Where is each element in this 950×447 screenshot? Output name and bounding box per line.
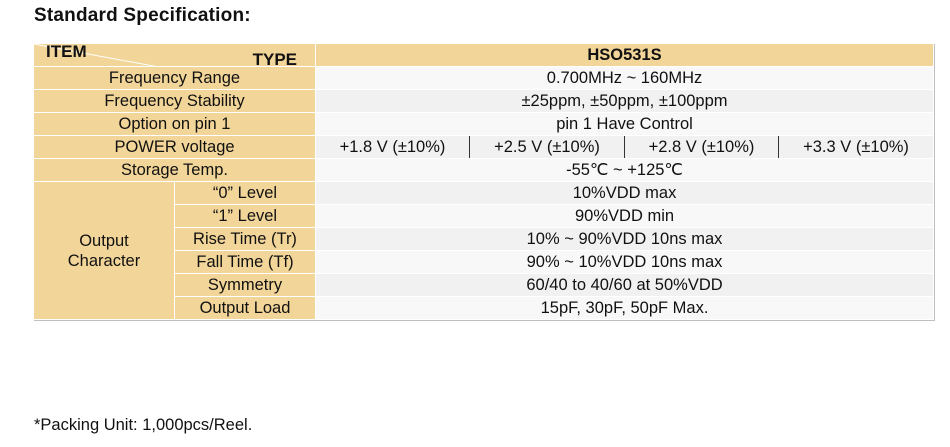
row-value-frequency-range: 0.700MHz ~ 160MHz	[316, 67, 934, 90]
type-label: TYPE	[252, 50, 297, 67]
row-value-output-load: 15pF, 30pF, 50pF Max.	[316, 297, 934, 320]
table-row	[34, 182, 934, 205]
row-label-symmetry: Symmetry	[175, 274, 316, 297]
row-label-storage-temp: Storage Temp.	[34, 159, 316, 182]
table-row	[34, 113, 934, 136]
row-value-zero-level: 10%VDD max	[316, 182, 934, 205]
power-voltage-2-8v: +2.8 V (±10%)	[625, 136, 779, 159]
row-label-output-load: Output Load	[175, 297, 316, 320]
row-label-power-voltage: POWER voltage	[34, 136, 316, 159]
table-row	[34, 90, 934, 113]
spec-table	[33, 43, 934, 320]
table-row	[34, 136, 934, 159]
power-voltage-1-8v: +1.8 V (±10%)	[316, 136, 470, 159]
output-character-line1: Output	[79, 231, 129, 250]
row-label-frequency-stability: Frequency Stability	[34, 90, 316, 113]
table-header-row	[34, 44, 934, 67]
row-value-symmetry: 60/40 to 40/60 at 50%VDD	[316, 274, 934, 297]
row-label-zero-level: “0” Level	[175, 182, 316, 205]
row-value-fall-time: 90% ~ 10%VDD 10ns max	[316, 251, 934, 274]
row-label-one-level: “1” Level	[175, 205, 316, 228]
power-voltage-2-5v: +2.5 V (±10%)	[470, 136, 625, 159]
type-item-corner-cell	[34, 44, 316, 67]
table-row	[34, 159, 934, 182]
row-value-option-pin1: pin 1 Have Control	[316, 113, 934, 136]
table-row	[34, 67, 934, 90]
output-character-group-label	[34, 182, 175, 320]
row-label-rise-time: Rise Time (Tr)	[175, 228, 316, 251]
row-label-fall-time: Fall Time (Tf)	[175, 251, 316, 274]
row-value-storage-temp: -55℃ ~ +125℃	[316, 159, 934, 182]
row-value-rise-time: 10% ~ 90%VDD 10ns max	[316, 228, 934, 251]
row-value-frequency-stability: ±25ppm, ±50ppm, ±100ppm	[316, 90, 934, 113]
row-value-one-level: 90%VDD min	[316, 205, 934, 228]
row-label-frequency-range: Frequency Range	[34, 67, 316, 90]
power-voltage-3-3v: +3.3 V (±10%)	[779, 136, 934, 159]
item-label: ITEM	[46, 43, 87, 61]
spec-heading: Standard Specification:	[34, 5, 251, 26]
packing-unit-footnote: *Packing Unit: 1,000pcs/Reel.	[34, 416, 253, 434]
row-label-option-pin1: Option on pin 1	[34, 113, 316, 136]
output-character-line2: Character	[67, 251, 141, 270]
model-name: HSO531S	[316, 44, 934, 67]
